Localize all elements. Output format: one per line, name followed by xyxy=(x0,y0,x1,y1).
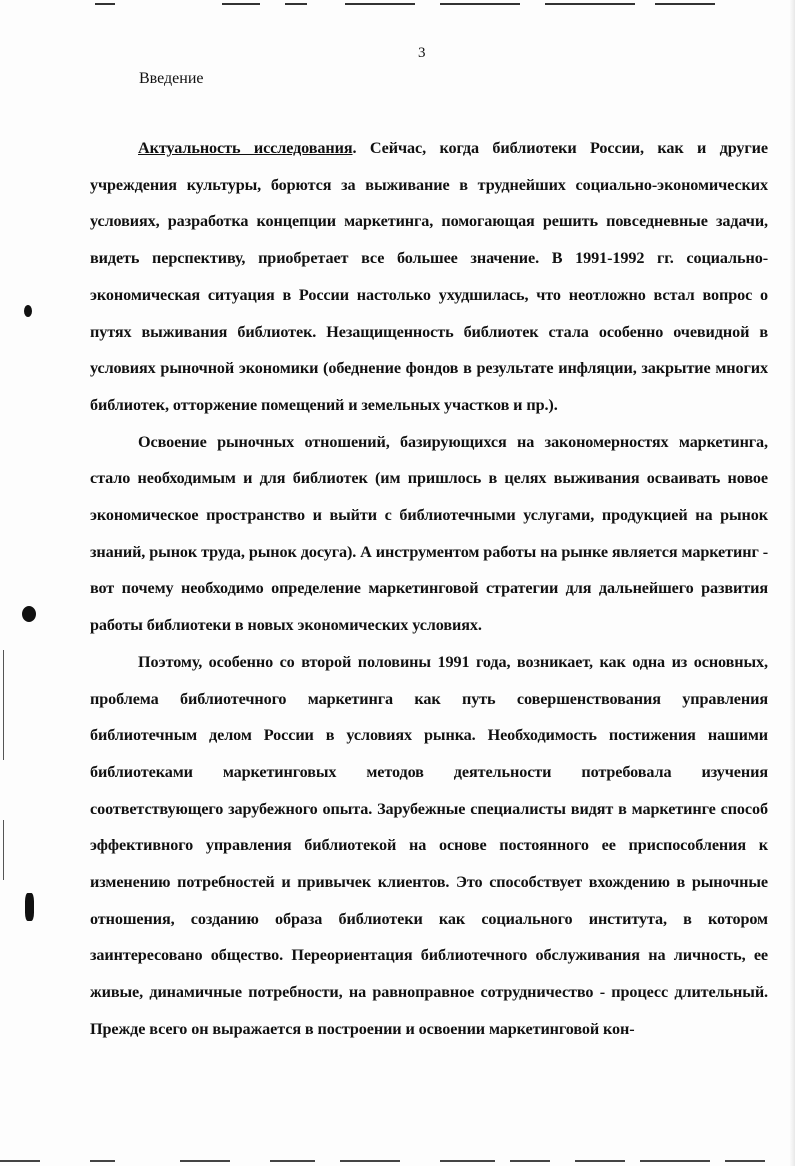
relevance-heading: Актуальность исследования xyxy=(138,139,353,157)
page-number: 3 xyxy=(418,45,426,61)
punch-hole-mark xyxy=(22,606,36,622)
document-body xyxy=(90,130,768,1048)
section-title: Введение xyxy=(139,70,204,87)
punch-hole-mark xyxy=(25,893,34,921)
paragraph-text: Поэтому, особенно со второй половины 1991 года, возникает, как одна из основных, проблема библиотечного маркетинга как путь совершенствования управления библиотечным делом России в условиях рынка. Необходимость постижения нашими библиотеками маркетинговых методов деятельности потребовала изучения соответствующего зарубежного опыта. Зарубежные специалисты видят в маркетинге способ эффективного управления библиотекой на основе постоянного ее приспособления к изменению потребностей и привычек клиентов. Это способствует вхождению в рыночные отношения, созданию образа библиотеки как социального института, в котором заинтересовано общество. Переориентация библиотечного обслуживания на личность, ее живые, динамичные потребности, на равноправное сотрудничество - процесс длительный. Прежде всего он выражается в построении и освоении маркетинговой кон- xyxy=(90,652,768,1038)
scan-left-edge-line xyxy=(3,820,4,880)
scan-bottom-artifact xyxy=(0,1158,795,1166)
paragraph-library-marketing xyxy=(90,644,768,1048)
paragraph-market-relations xyxy=(90,424,768,644)
paragraph-text: Освоение рыночных отношений, базирующихся на закономерностях маркетинга, стало необходимым и для библиотек (им пришлось в целях выживания осваивать новое экономическое пространство и выйти с библиотечными услугами, продукцией на рынок знаний, рынок труда, рынок досуга). А инструментом работы на рынке является маркетинг - вот почему необходимо определение маркетинговой стратегии для дальнейшего развития работы библиотеки в новых экономических условиях. xyxy=(90,432,768,635)
paragraph-relevance xyxy=(90,130,768,424)
scan-right-edge xyxy=(789,0,795,1166)
paragraph-text: . Сейчас, когда библиотеки России, как и другие учреждения культуры, борются за выживание в труднейших социально-экономических условиях, разработка концепции маркетинга, помогающая решить повседневные задачи, видеть перспективу, приобретает все большее значение. В 1991-1992 гг. социально-экономическая ситуация в России настолько ухудшилась, что неотложно встал вопрос о путях выживания библиотек. Незащищенность библиотек стала особенно очевидной в условиях рыночной экономики (обеднение фондов в результате инфляции, закрытие многих библиотек, отторжение помещений и земельных участков и пр.). xyxy=(90,139,768,414)
scan-left-edge-line xyxy=(3,650,4,760)
scan-top-artifact xyxy=(0,0,795,8)
punch-hole-mark xyxy=(24,305,32,317)
